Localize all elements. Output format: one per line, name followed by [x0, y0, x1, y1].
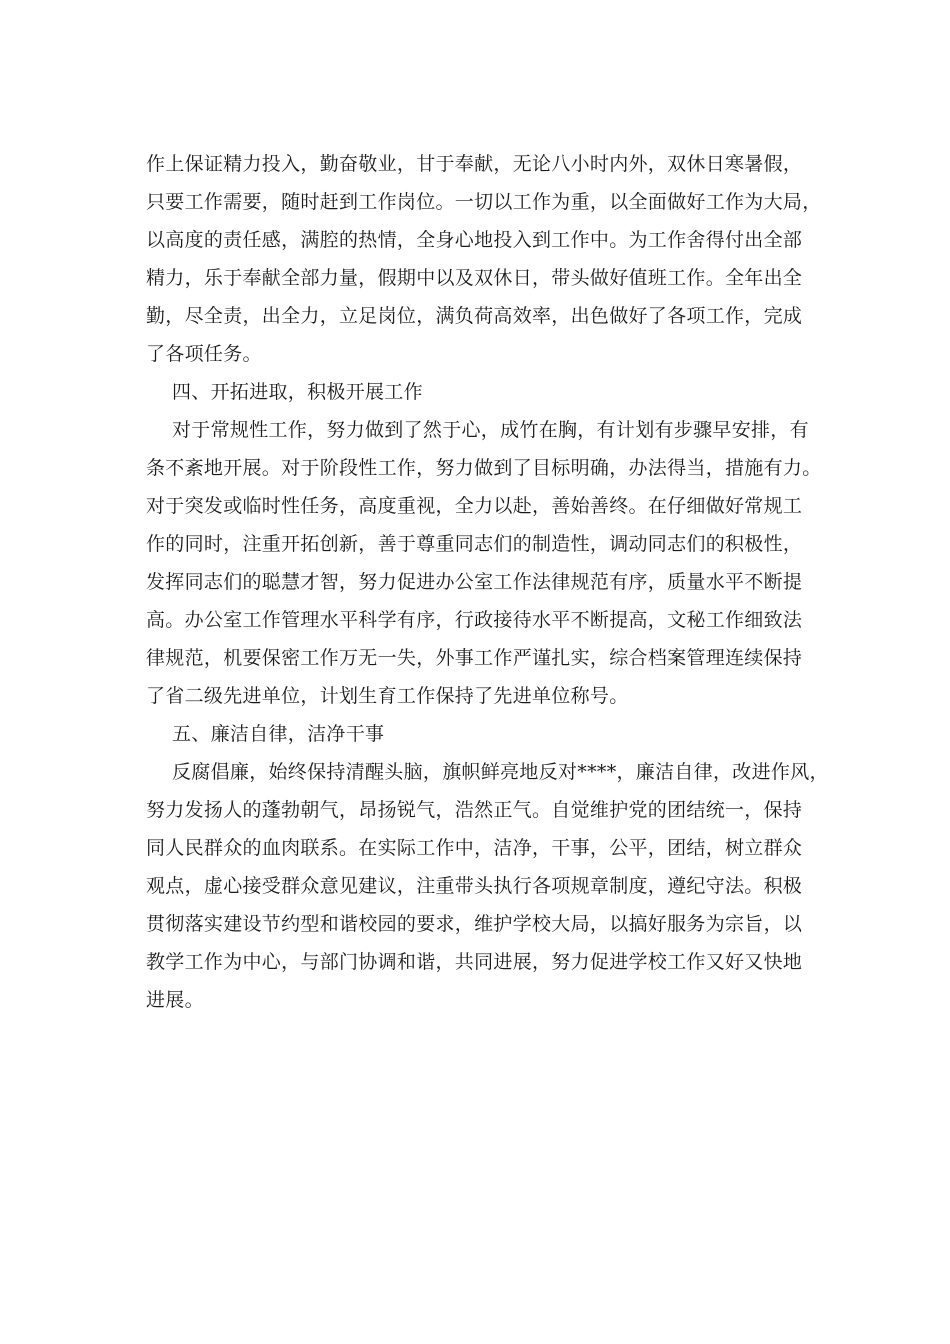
paragraph-line: 勤，尽全责，出全力，立足岗位，满负荷高效率，出色做好了各项工作，完成: [146, 305, 803, 327]
paragraph-line: 进展。: [146, 989, 204, 1011]
paragraph-line: 了各项任务。: [146, 343, 262, 365]
paragraph-line: 只要工作需要，随时赶到工作岗位。一切以工作为重，以全面做好工作为大局，: [146, 191, 822, 213]
paragraph-line: 高。办公室工作管理水平科学有序，行政接待水平不断提高，文秘工作细致法: [146, 609, 803, 631]
paragraph-line: 对于常规性工作，努力做到了然于心，成竹在胸，有计划有步骤早安排，有: [172, 419, 809, 441]
paragraph-line: 努力发扬人的蓬勃朝气，昂扬锐气，浩然正气。自觉维护党的团结统一，保持: [146, 799, 803, 821]
paragraph-line: 作上保证精力投入，勤奋敬业，甘于奉献，无论八小时内外，双休日寒暑假，: [146, 153, 803, 175]
paragraph-line: 同人民群众的血肉联系。在实际工作中，洁净，干事，公平，团结，树立群众: [146, 837, 803, 859]
paragraph-line: 以高度的责任感，满腔的热情，全身心地投入到工作中。为工作舍得付出全部: [146, 229, 803, 251]
paragraph-line: 律规范，机要保密工作万无一失，外事工作严谨扎实，综合档案管理连续保持: [146, 647, 803, 669]
paragraph-line: 贯彻落实建设节约型和谐校园的要求，维护学校大局，以搞好服务为宗旨，以: [146, 913, 803, 935]
section-heading: 四、开拓进取，积极开展工作: [172, 381, 423, 403]
paragraph-line: 了省二级先进单位，计划生育工作保持了先进单位称号。: [146, 685, 629, 707]
paragraph-line: 作的同时，注重开拓创新，善于尊重同志们的制造性，调动同志们的积极性，: [146, 533, 803, 555]
paragraph-line: 对于突发或临时性任务，高度重视，全力以赴，善始善终。在仔细做好常规工: [146, 495, 803, 517]
paragraph-line: 精力，乐于奉献全部力量，假期中以及双休日，带头做好值班工作。全年出全: [146, 267, 803, 289]
section-heading: 五、廉洁自律，洁净干事: [172, 723, 385, 745]
paragraph-line: 观点，虚心接受群众意见建议，注重带头执行各项规章制度，遵纪守法。积极: [146, 875, 803, 897]
paragraph-line: 发挥同志们的聪慧才智，努力促进办公室工作法律规范有序，质量水平不断提: [146, 571, 803, 593]
paragraph-line: 反腐倡廉，始终保持清醒头脑，旗帜鲜亮地反对****，廉洁自律，改进作风，: [172, 761, 829, 783]
paragraph-line: 条不紊地开展。对于阶段性工作，努力做到了目标明确，办法得当，措施有力。: [146, 457, 822, 479]
paragraph-line: 教学工作为中心，与部门协调和谐，共同进展，努力促进学校工作又好又快地: [146, 951, 803, 973]
